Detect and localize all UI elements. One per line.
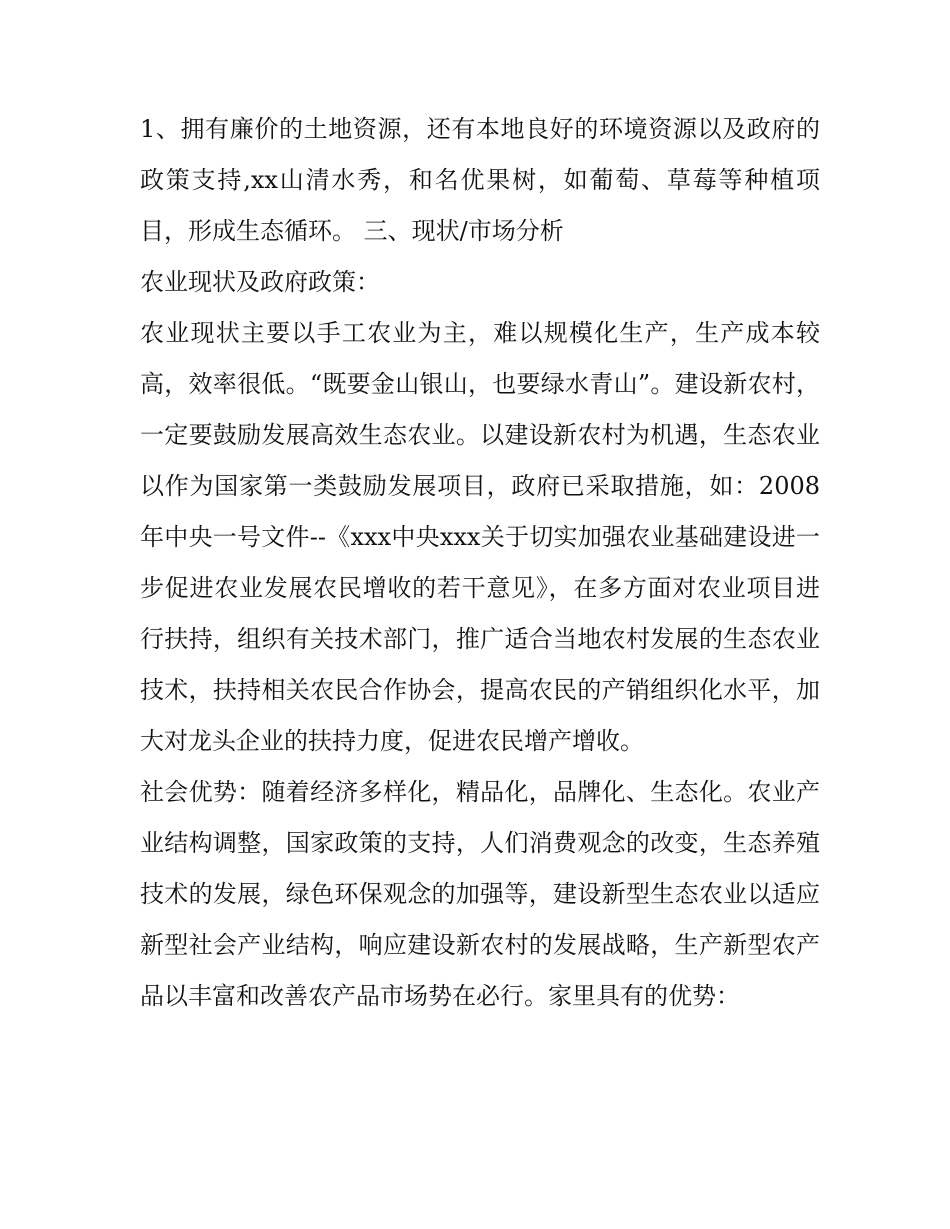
paragraph-resources: 1、拥有廉价的土地资源，还有本地良好的环境资源以及政府的政策支持,xx山清水秀，和名优果树，如葡萄、草莓等种植项目，形成生态循环。 三、现状/市场分析 [140, 115, 820, 245]
document-body [140, 104, 820, 1022]
paragraph-policy-heading: 农业现状及政府政策： [140, 268, 380, 296]
paragraph-agriculture-status: 农业现状主要以手工农业为主，难以规模化生产，生产成本较高，效率很低。“既要金山银山，也要绿水青山”。建设新农村，一定要鼓励发展高效生态农业。以建设新农村为机遇，生态农业以作为国家第一类鼓励发展项目，政府已采取措施，如：2008年中央一号文件--《xxx中央xxx关于切实加强农业基础建设进一步促进农业发展农民增收的若干意见》，在多方面对农业项目进行扶持，组织有关技术部门，推广适合当地农村发展的生态农业技术，扶持相关农民合作协会，提高农民的产销组织化水平，加大对龙头企业的扶持力度，促进农民增产增收。 [140, 319, 820, 755]
paragraph-social-advantages: 社会优势：随着经济多样化，精品化，品牌化、生态化。农业产业结构调整，国家政策的支持，人们消费观念的改变，生态养殖技术的发展，绿色环保观念的加强等，建设新型生态农业以适应新型社会产业结构，响应建设新农村的发展战略，生产新型农产品以丰富和改善农产品市场势在必行。家里具有的优势： [140, 778, 820, 1010]
